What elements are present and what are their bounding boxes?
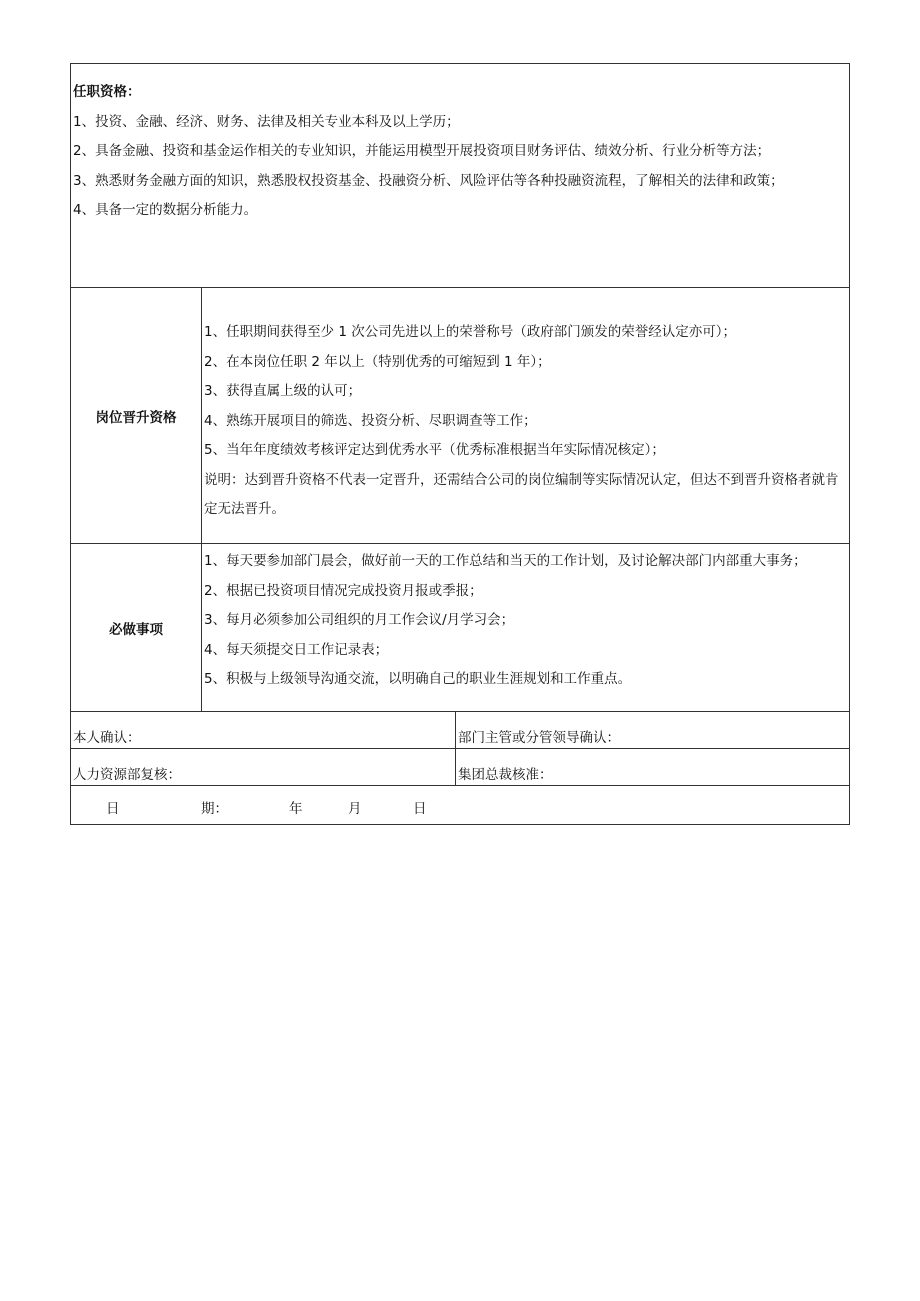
must-do-section — [71, 544, 849, 712]
promotion-item: 3、获得直属上级的认可； — [204, 383, 362, 399]
must-do-item: 4、每天须提交日工作记录表； — [204, 641, 389, 658]
promotion-content — [202, 288, 849, 543]
promotion-section — [71, 288, 849, 544]
self-confirm-cell[interactable]: 本人确认： — [71, 712, 456, 748]
promotion-item: 1、任职期间获得至少 1 次公司先进以上的荣誉称号（政府部门颁发的荣誉经认定亦可）； — [204, 324, 737, 340]
president-approve-cell[interactable]: 集团总裁核准： — [458, 767, 553, 783]
date-year-label: 年 — [289, 801, 303, 817]
promotion-note: 说明：达到晋升资格不代表一定晋升，还需结合公司的岗位编制等实际情况认定，但达不到晋升资格者就肯定无法晋升。 — [204, 471, 839, 517]
must-do-item: 3、每月必须参加公司组织的月工作会议/月学习会； — [204, 612, 515, 628]
date-label-qi: 期： — [201, 801, 228, 817]
promotion-item: 5、当年年度绩效考核评定达到优秀水平（优秀标准根据当年实际情况核定）； — [204, 442, 665, 458]
qualification-item: 3、熟悉财务金融方面的知识，熟悉股权投资基金、投融资分析、风险评估等各种投融资流程，了解相关的法律和政策； — [73, 172, 784, 189]
promotion-label: 岗位晋升资格 — [71, 288, 202, 543]
date-month-label: 月 — [348, 801, 362, 817]
date-row[interactable] — [71, 786, 849, 824]
promotion-item: 2、在本岗位任职 2 年以上（特别优秀的可缩短到 1 年）； — [204, 353, 551, 370]
signature-row-2 — [71, 749, 849, 786]
must-do-content — [202, 544, 849, 711]
must-do-item: 1、每天要参加部门晨会，做好前一天的工作总结和当天的工作计划，及讨论解决部门内部重大事务； — [204, 553, 807, 569]
job-description-table — [70, 63, 850, 825]
hr-review-cell[interactable]: 人力资源部复核： — [71, 749, 456, 785]
must-do-item: 5、积极与上级领导沟通交流，以明确自己的职业生涯规划和工作重点。 — [204, 671, 632, 687]
signature-row-1 — [71, 712, 849, 749]
qualification-item: 2、具备金融、投资和基金运作相关的专业知识，并能运用模型开展投资项目财务评估、绩效分析、行业分析等方法； — [73, 143, 771, 159]
must-do-label: 必做事项 — [71, 544, 202, 711]
qualification-item: 4、具备一定的数据分析能力。 — [73, 202, 258, 218]
date-label-ri: 日 — [106, 801, 120, 817]
qualification-item: 1、投资、金融、经济、财务、法律及相关专业本科及以上学历； — [73, 113, 460, 130]
qualification-section — [71, 64, 849, 288]
dept-confirm-cell[interactable]: 部门主管或分管领导确认： — [458, 730, 620, 746]
date-day-label: 日 — [413, 801, 427, 817]
must-do-item: 2、根据已投资项目情况完成投资月报或季报； — [204, 582, 483, 599]
qualification-title: 任职资格： — [73, 84, 141, 100]
promotion-item: 4、熟练开展项目的筛选、投资分析、尽职调查等工作； — [204, 412, 537, 429]
